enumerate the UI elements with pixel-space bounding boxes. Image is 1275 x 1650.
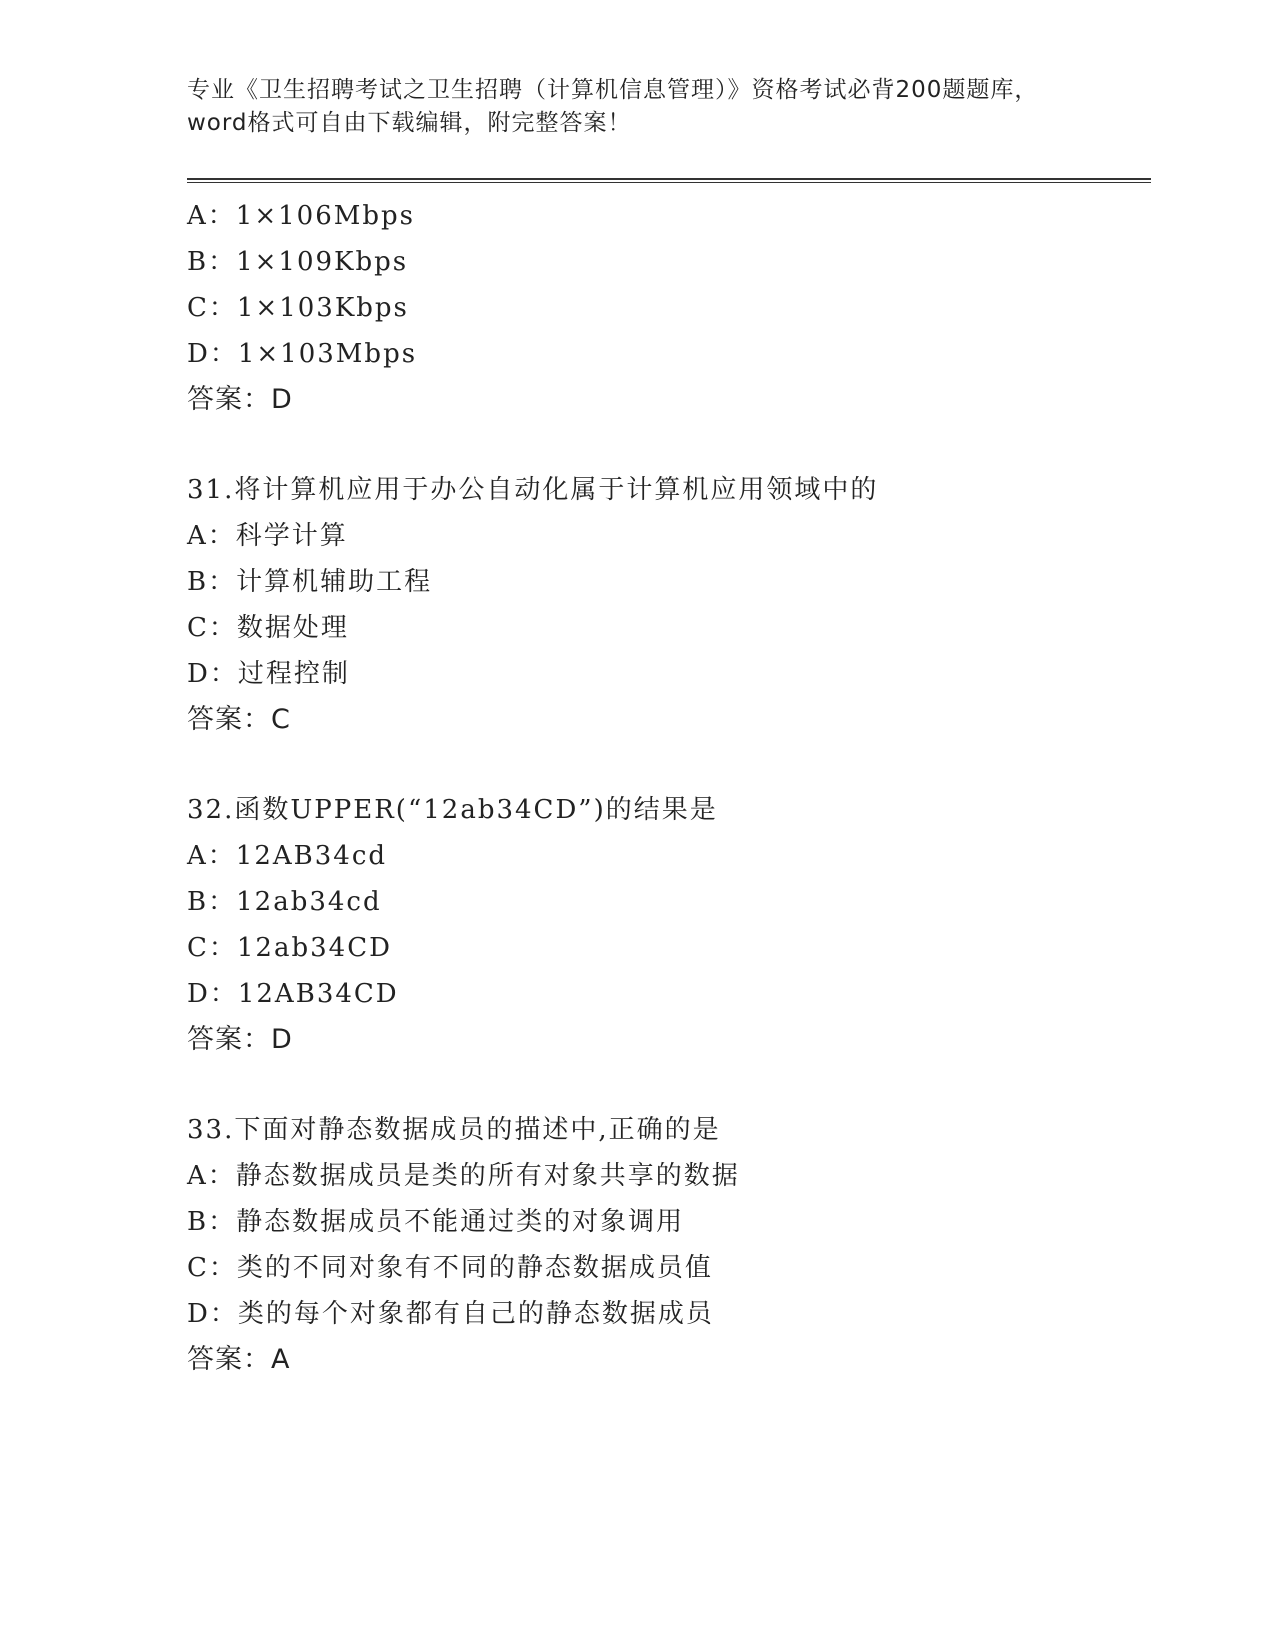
question-30-continued xyxy=(187,193,1147,423)
option-a: A：12AB34cd xyxy=(187,841,388,871)
option-a: A：静态数据成员是类的所有对象共享的数据 xyxy=(187,1161,740,1191)
option-c: C：12ab34CD xyxy=(187,933,392,963)
header-divider-thin xyxy=(187,182,1151,183)
question-31 xyxy=(187,467,1147,743)
answer-line: 答案：C xyxy=(187,704,291,735)
option-c: C：数据处理 xyxy=(187,613,349,643)
option-b: B：静态数据成员不能通过类的对象调用 xyxy=(187,1207,685,1237)
document-header xyxy=(187,74,1087,140)
option-c: C：1×103Kbps xyxy=(187,293,409,323)
option-c: C：类的不同对象有不同的静态数据成员值 xyxy=(187,1253,713,1283)
spacer xyxy=(187,1063,1147,1107)
answer-line: 答案：D xyxy=(187,1024,293,1055)
question-33 xyxy=(187,1107,1147,1383)
answer-line: 答案：D xyxy=(187,384,293,415)
option-b: B：12ab34cd xyxy=(187,887,382,917)
question-stem: 31.将计算机应用于办公自动化属于计算机应用领域中的 xyxy=(187,475,879,505)
option-d: D：1×103Mbps xyxy=(187,339,418,369)
question-stem: 32.函数UPPER(“12ab34CD”)的结果是 xyxy=(187,795,718,825)
spacer xyxy=(187,743,1147,787)
spacer xyxy=(187,423,1147,467)
question-stem: 33.下面对静态数据成员的描述中,正确的是 xyxy=(187,1115,721,1145)
question-32 xyxy=(187,787,1147,1063)
answer-line: 答案：A xyxy=(187,1344,291,1375)
option-d: D：12AB34CD xyxy=(187,979,399,1009)
header-title-line-2: word格式可自由下载编辑，附完整答案！ xyxy=(187,110,632,136)
option-b: B：计算机辅助工程 xyxy=(187,567,433,597)
option-b: B：1×109Kbps xyxy=(187,247,409,277)
question-list xyxy=(187,193,1147,1383)
option-a: A：科学计算 xyxy=(187,521,348,551)
option-d: D：过程控制 xyxy=(187,659,350,689)
option-a: A：1×106Mbps xyxy=(187,201,415,231)
header-title-line-1: 专业《卫生招聘考试之卫生招聘（计算机信息管理）》资格考试必背200题题库， xyxy=(187,77,1039,103)
header-divider-thick xyxy=(187,178,1151,180)
option-d: D：类的每个对象都有自己的静态数据成员 xyxy=(187,1299,714,1329)
